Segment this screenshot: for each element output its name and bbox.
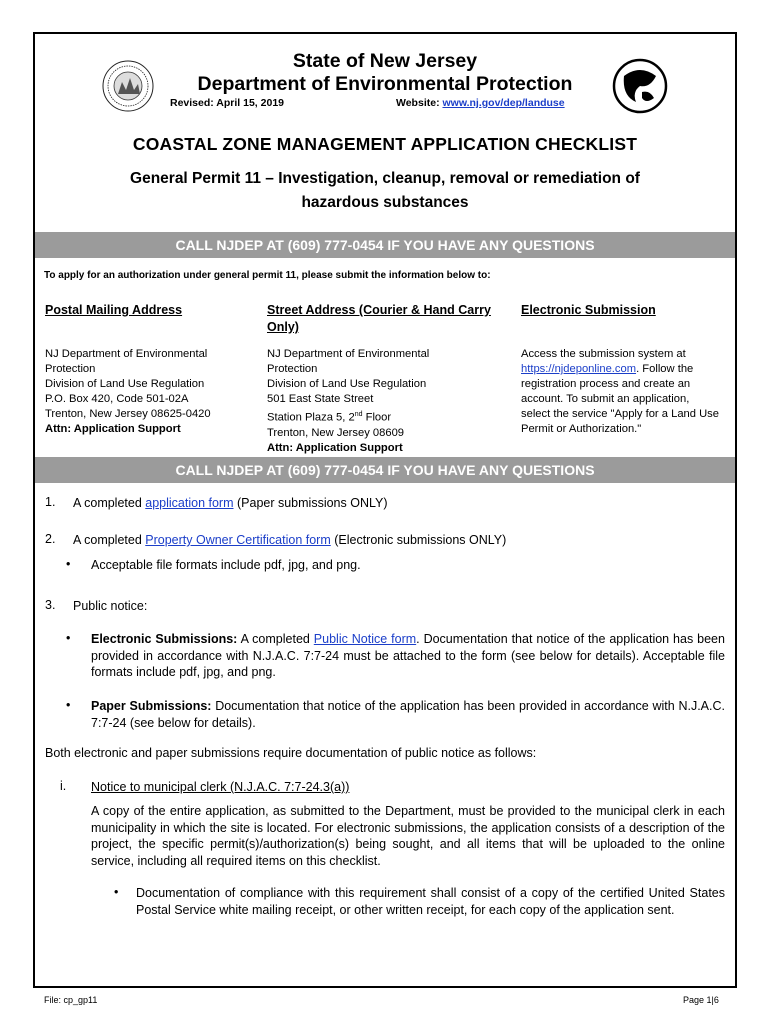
floor-suffix: Floor <box>362 411 392 424</box>
electronic-submissions-para <box>91 631 725 681</box>
application-form-link[interactable]: application form <box>145 496 234 510</box>
item-1-pre: A completed <box>73 496 146 510</box>
bullet-dot: • <box>66 698 71 712</box>
both-submissions-note: Both electronic and paper submissions require documentation of public notice as follows: <box>45 746 537 760</box>
postal-line: NJ Department of Environmental <box>45 348 208 360</box>
item-2-pre: A completed <box>73 533 146 547</box>
roman-numeral: i. <box>60 779 67 793</box>
public-notice-form-link[interactable]: Public Notice form <box>313 632 417 646</box>
postal-heading: Postal Mailing Address <box>45 303 183 317</box>
electronic-post: . Follow the registration process and create an account. To submit an application, select the service "Apply for a Land Use Permit or Authorization." <box>521 363 719 435</box>
paper-submissions-para <box>91 698 725 731</box>
street-city: Trenton, New Jersey 08609 <box>267 426 405 439</box>
electronic-post-text: . Documentation that notice of the application has been provided in accordance with N.J.A.C. 7:7-24 must be attached to the form (see below for details). Acceptable file formats include pdf, jpg, and png. <box>91 632 725 679</box>
state-name: State of New Jersey <box>292 50 478 72</box>
street-line: Protection <box>267 363 318 375</box>
electronic-text <box>521 347 719 437</box>
bullet-dot: • <box>114 885 119 899</box>
item-2 <box>73 532 506 549</box>
document-title: COASTAL ZONE MANAGEMENT APPLICATION CHECKLIST <box>132 134 638 154</box>
postal-line: Division of Land Use Regulation <box>45 378 205 390</box>
footer-file: File: cp_gp11 <box>44 995 98 1005</box>
item-1 <box>73 495 388 512</box>
postal-line: Trenton, New Jersey 08625-0420 <box>45 408 211 420</box>
call-banner-bottom: CALL NJDEP AT (609) 777-0454 IF YOU HAVE ANY QUESTIONS <box>35 457 735 483</box>
paper-label: Paper Submissions: <box>91 699 212 713</box>
website-label: Website: <box>396 97 443 109</box>
postal-attn: Attn: Application Support <box>45 423 181 435</box>
paper-text: Documentation that notice of the application has been provided in accordance with N.J.A.C. 7:7-24 (see below for details). <box>91 699 725 730</box>
intro-text: To apply for an authorization under general permit 11, please submit the information below to: <box>44 270 491 281</box>
njdeponline-link[interactable]: https://njdeponline.com <box>521 363 637 375</box>
clerk-heading: Notice to municipal clerk (N.J.A.C. 7:7-24.3(a)) <box>91 780 350 794</box>
street-floor <box>267 407 429 426</box>
street-address <box>267 347 429 456</box>
file-formats-note: Acceptable file formats include pdf, jpg, and png. <box>91 558 361 572</box>
street-line: 501 East State Street <box>267 393 374 405</box>
clerk-text: A copy of the entire application, as submitted to the Department, must be provided to the municipal clerk in each municipality in which the site is located. For electronic submissions, the application consists of a description of the project, the specific permit(s)/authorization(s) being sought, and all items that will be uploaded to the online service, including all required items on this checklist. <box>91 804 725 868</box>
postal-line: P.O. Box 420, Code 501-02A <box>45 393 189 405</box>
street-heading: Street Address (Courier & Hand Carry Only) <box>267 303 491 334</box>
website-link[interactable]: www.nj.gov/dep/landuse <box>442 97 565 109</box>
revised-date: Revised: April 15, 2019 <box>170 97 285 109</box>
compliance-text: Documentation of compliance with this requirement shall consist of a copy of the certified United States Postal Service white mailing receipt, or other written receipt, for each copy of the application sent. <box>136 886 725 917</box>
street-line: NJ Department of Environmental <box>267 348 430 360</box>
department-name: Department of Environmental Protection <box>197 73 573 95</box>
electronic-label: Electronic Submissions: <box>91 632 238 646</box>
item-3: Public notice: <box>73 599 148 613</box>
item-number: 3. <box>45 598 56 612</box>
electronic-heading: Electronic Submission <box>521 303 656 317</box>
item-2-post: (Electronic submissions ONLY) <box>330 533 507 547</box>
postal-address <box>45 347 211 437</box>
floor-sup: nd <box>354 411 363 418</box>
electronic-pre-text: A completed <box>237 632 314 646</box>
street-line: Division of Land Use Regulation <box>267 378 427 390</box>
item-number: 2. <box>45 532 56 546</box>
website-line <box>396 97 565 109</box>
floor-text: Station Plaza 5, 2 <box>267 411 355 424</box>
electronic-pre: Access the submission system at <box>521 348 686 360</box>
footer-page: Page 1|6 <box>683 995 719 1005</box>
bullet-dot: • <box>66 631 71 645</box>
call-banner-top: CALL NJDEP AT (609) 777-0454 IF YOU HAVE ANY QUESTIONS <box>35 232 735 258</box>
item-1-post: (Paper submissions ONLY) <box>233 496 388 510</box>
postal-line: Protection <box>45 363 96 375</box>
property-owner-certification-link[interactable]: Property Owner Certification form <box>145 533 331 547</box>
bullet-dot: • <box>66 557 71 571</box>
document-subtitle: General Permit 11 – Investigation, cleanup, removal or remediation of hazardous substances <box>130 170 640 211</box>
street-attn: Attn: Application Support <box>267 441 403 454</box>
item-number: 1. <box>45 495 56 509</box>
